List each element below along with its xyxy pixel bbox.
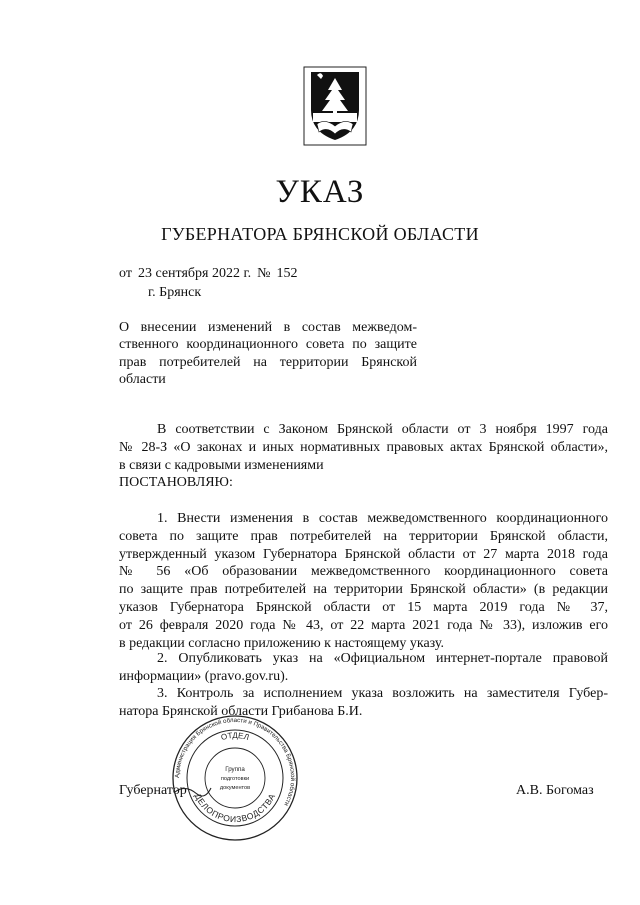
- svg-text:Администрация Брянской области: [174, 717, 296, 808]
- text-line: по защите прав потребителей на территории Брянской области» (в редакции: [119, 582, 608, 598]
- text-line: в редакции согласно приложению к настоящему указу.: [119, 635, 444, 651]
- handwritten-signature: [175, 788, 211, 796]
- city: г. Брянск: [148, 285, 202, 300]
- text-line: информации» (pravo.gov.ru).: [119, 668, 289, 684]
- text-line: 2. Опубликовать указ на «Официальном интернет-портале правовой: [157, 651, 608, 666]
- text-line: № 56 «Об образовании межведомственного координационного совета: [119, 564, 608, 580]
- preamble-paragraph: [119, 421, 608, 492]
- item-1-paragraph: [119, 510, 608, 652]
- number-sign: №: [257, 266, 271, 281]
- document-date: 23 сентября 2022 г.: [137, 266, 252, 281]
- subject-line: О внесении изменений в состав межведом-: [119, 320, 417, 335]
- signatory-position: Губернатор: [119, 783, 187, 798]
- seal-center-line: Группа: [225, 766, 245, 773]
- text-line: указов Губернатора Брянской области от 15 марта 2019 года № 37,: [119, 599, 608, 615]
- document-subtitle: ГУБЕРНАТОРА БРЯНСКОЙ ОБЛАСТИ: [161, 224, 479, 244]
- text-line: от 26 февраля 2020 года № 43, от 22 марта 2021 года № 33), изложив его: [119, 617, 608, 633]
- text-line: 1. Внести изменения в состав межведомственного координационного: [157, 511, 608, 526]
- seal-center-line: подготовки: [220, 776, 250, 782]
- decree-keyword: ПОСТАНОВЛЯЮ:: [119, 475, 233, 491]
- signatory-name: А.В. Богомаз: [516, 783, 594, 798]
- seal-top-text: ОТДЕЛ: [220, 730, 251, 743]
- text-line: натора Брянской области Грибанова Б.И.: [119, 703, 363, 719]
- text-line: В соответствии с Законом Брянской области от 3 ноября 1997 года: [157, 422, 608, 437]
- subject-line: области: [119, 372, 166, 388]
- text-line: в связи с кадровыми изменениями: [119, 457, 324, 473]
- date-prefix: от: [119, 266, 132, 281]
- seal-center-line: документов: [219, 785, 251, 791]
- document-number: 152: [276, 266, 298, 281]
- text-line: совета по защите прав потребителей на территории Брянской области,: [119, 528, 608, 544]
- coat-of-arms-emblem: [303, 66, 367, 146]
- text-line: № 28-З «О законах и иных нормативных правовых актах Брянской области»,: [119, 439, 608, 455]
- text-line: 3. Контроль за исполнением указа возложить на заместителя Губер-: [157, 686, 608, 701]
- subject-line: прав потребителей на территории Брянской: [119, 354, 417, 370]
- svg-text:ОТДЕЛ: [220, 731, 250, 742]
- seal-outer-text: Администрация Брянской области и Правительства Брянской области: [173, 716, 297, 808]
- subject-line: ственного координационного совета по защите: [119, 337, 417, 353]
- official-seal: [171, 714, 299, 842]
- date-line: [119, 266, 304, 282]
- item-2-paragraph: [119, 650, 608, 686]
- text-line: утвержденный указом Губернатора Брянской области от 27 марта 2018 года: [119, 546, 608, 562]
- document-title: УКАЗ: [275, 174, 365, 210]
- seal-bottom-text: ДЕЛОПРОИЗВОДСТВА: [192, 791, 278, 825]
- document-subject: [119, 319, 417, 389]
